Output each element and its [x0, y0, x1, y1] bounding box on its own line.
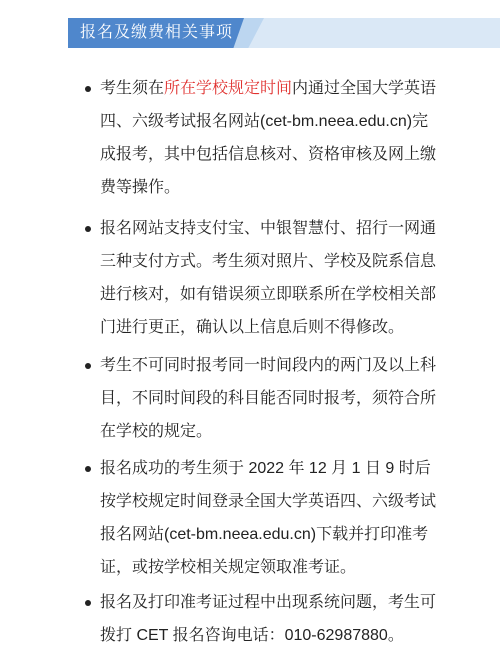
text-line: 在学校的规定。: [100, 423, 213, 440]
text-segment: 考生须在: [100, 80, 165, 97]
bullet-icon: [85, 466, 91, 472]
section-header: [68, 18, 500, 48]
text-line: 成报考，其中包括信息核对、资格审核及网上缴: [100, 146, 437, 163]
bullet-icon: [85, 600, 91, 606]
bullet-icon: [85, 86, 91, 92]
bullet-icon: [85, 226, 91, 232]
text-line: 目，不同时间段的科目能否同时报考，须符合所: [100, 390, 437, 407]
text-line: 报名网站(cet-bm.neea.edu.cn)下载并打印准考: [100, 526, 429, 543]
item-text: [100, 72, 445, 204]
text-line: 拨打 CET 报名咨询电话：010-62987880。: [100, 627, 404, 644]
text-line: 报名及打印准考证过程中出现系统问题，考生可: [100, 594, 437, 611]
text-line: 四、六级考试报名网站(cet-bm.neea.edu.cn)完: [100, 113, 429, 130]
item-text: [100, 349, 445, 448]
item-text: [100, 212, 445, 344]
text-line: 报名成功的考生须于 2022 年 12 月 1 日 9 时后: [100, 460, 431, 477]
text-line: [100, 72, 445, 105]
text-line: 考生不可同时报考同一时间段内的两门及以上科: [100, 357, 437, 374]
text-line: 门进行更正，确认以上信息后则不得修改。: [100, 319, 405, 336]
item-text: [100, 452, 445, 584]
text-segment: 内通过全国大学英语: [292, 80, 437, 97]
bullet-icon: [85, 363, 91, 369]
item-text: [100, 586, 445, 652]
highlighted-text: 所在学校规定时间: [164, 80, 293, 97]
text-line: 费等操作。: [100, 179, 181, 196]
text-line: 报名网站支持支付宝、中银智慧付、招行一网通: [100, 220, 437, 237]
text-line: 证，或按学校相关规定领取准考证。: [100, 559, 357, 576]
text-line: 三种支付方式。考生须对照片、学校及院系信息: [100, 253, 437, 270]
section-title: 报名及缴费相关事项: [80, 24, 234, 41]
text-line: 进行核对，如有错误须立即联系所在学校相关部: [100, 286, 437, 303]
text-line: 按学校规定时间登录全国大学英语四、六级考试: [100, 493, 437, 510]
